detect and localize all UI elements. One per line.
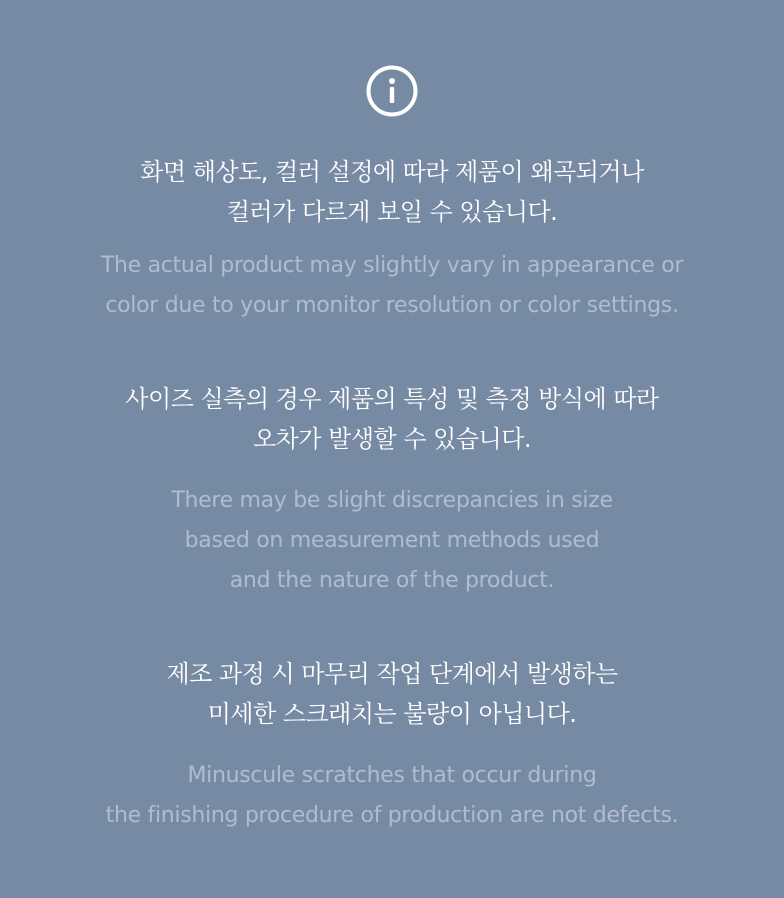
notice-scratch-english: Minuscule scratches that occur during the finishing procedure of production are not defects. [105, 763, 679, 828]
info-circle-icon [365, 64, 419, 118]
notice-size-korean: 사이즈 실측의 경우 제품의 특성 및 측정 방식에 따라 오차가 발생할 수 있습니다. [125, 385, 659, 453]
notice-display-korean: 화면 해상도, 컬러 설정에 따라 제품이 왜곡되거나 컬러가 다르게 보일 수 있습니다. [140, 158, 644, 226]
notice-scratch-korean: 제조 과정 시 마무리 작업 단계에서 발생하는 미세한 스크래치는 불량이 아닙니다. [166, 660, 618, 728]
notice-display-english: The actual product may slightly vary in appearance or color due to your monitor resolution or color settings. [100, 253, 684, 318]
notice-size-english: There may be slight discrepancies in size based on measurement methods used and the nature of the product. [171, 488, 613, 593]
